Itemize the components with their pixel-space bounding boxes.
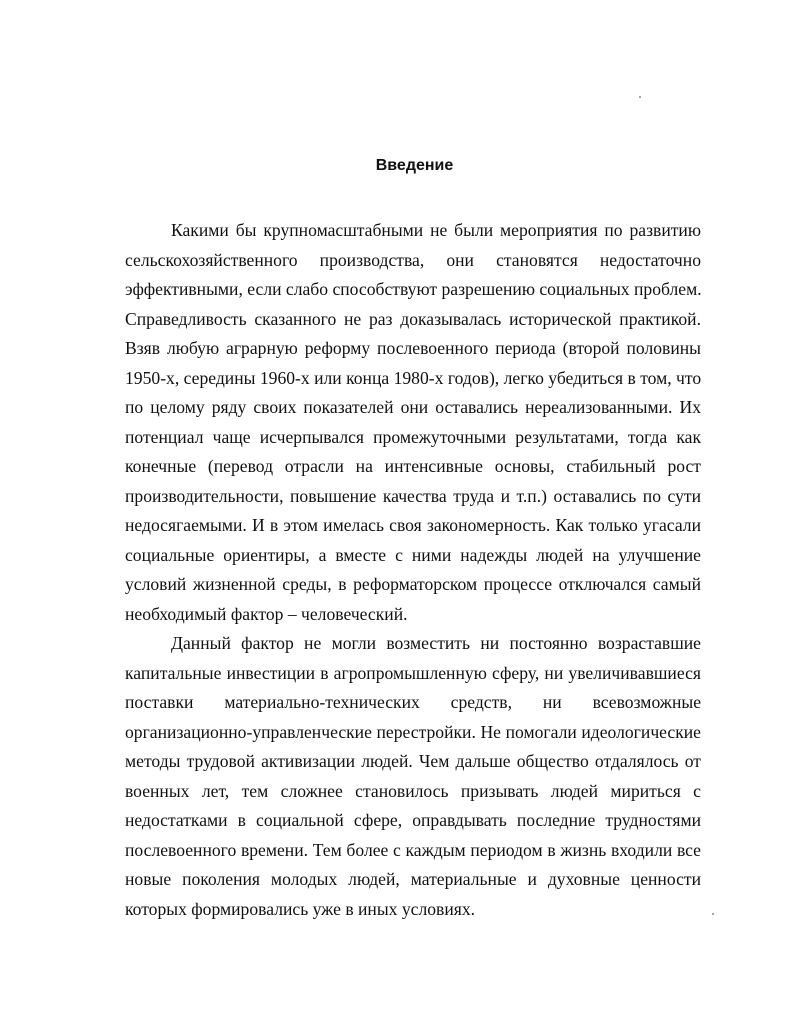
text-line: которых формировались уже в иных условиях. [125,898,476,919]
text-line: капитальные инвестиции в агропромышленную сферу, ни увеличивавшиеся [125,662,701,683]
text-line: производительности, повышение качества труда и т.п.) оставались по сути [125,485,701,506]
text-line: поставки материально-технических средств, ни всевозможные [125,692,701,712]
text-line: недосягаемыми. И в этом имелась своя закономерность. Как только угасали [125,515,701,535]
text-line: необходимый фактор – человеческий. [125,603,408,624]
text-line: Какими бы крупномасштабными не были мероприятия по развитию [171,220,701,240]
text-line: организационно-управленческие перестройки. Не помогали идеологические [125,721,701,742]
text-line: потенциал чаще исчерпывался промежуточными результатами, тогда как [125,426,701,447]
scan-speck [639,96,641,98]
text-line: 1950-х, середины 1960-х или конца 1980-х годов), легко убедиться в том, что [125,367,702,388]
text-line: послевоенного времени. Тем более с каждым периодом в жизнь входили все [125,839,701,860]
text-line: социальные ориентиры, а вместе с ними надежды людей на улучшение [125,544,701,565]
text-line: новые поколения молодых людей, материальные и духовные ценности [125,869,701,889]
text-line: Данный фактор не могли возместить ни постоянно возраставшие [171,633,701,653]
paragraph-2 [125,629,701,924]
text-line: методы трудовой активизации людей. Чем дальше общество отдалялось от [125,751,701,771]
text-line: конечные (перевод отрасли на интенсивные основы, стабильный рост [125,456,701,476]
paragraph-1 [125,216,701,629]
text-line: эффективными, если слабо способствуют разрешению социальных проблем. [125,279,702,299]
body-text [125,216,701,924]
text-line: Справедливость сказанного не раз доказывалась исторической практикой. [125,308,701,329]
scan-speck [712,913,714,915]
text-line: военных лет, тем сложнее становилось призывать людей мириться с [125,780,701,801]
text-line: недостатками в социальной сфере, оправдывать последние трудностями [125,810,701,830]
text-line: Взяв любую аграрную реформу послевоенного периода (второй половины [125,338,701,358]
text-line: по целому ряду своих показателей они оставались нереализованными. Их [125,397,701,417]
text-line: условий жизненной среды, в реформаторском процессе отключался самый [125,574,701,594]
page-title: Введение [375,157,454,174]
text-line: сельскохозяйственного производства, они становятся недостаточно [125,249,701,270]
